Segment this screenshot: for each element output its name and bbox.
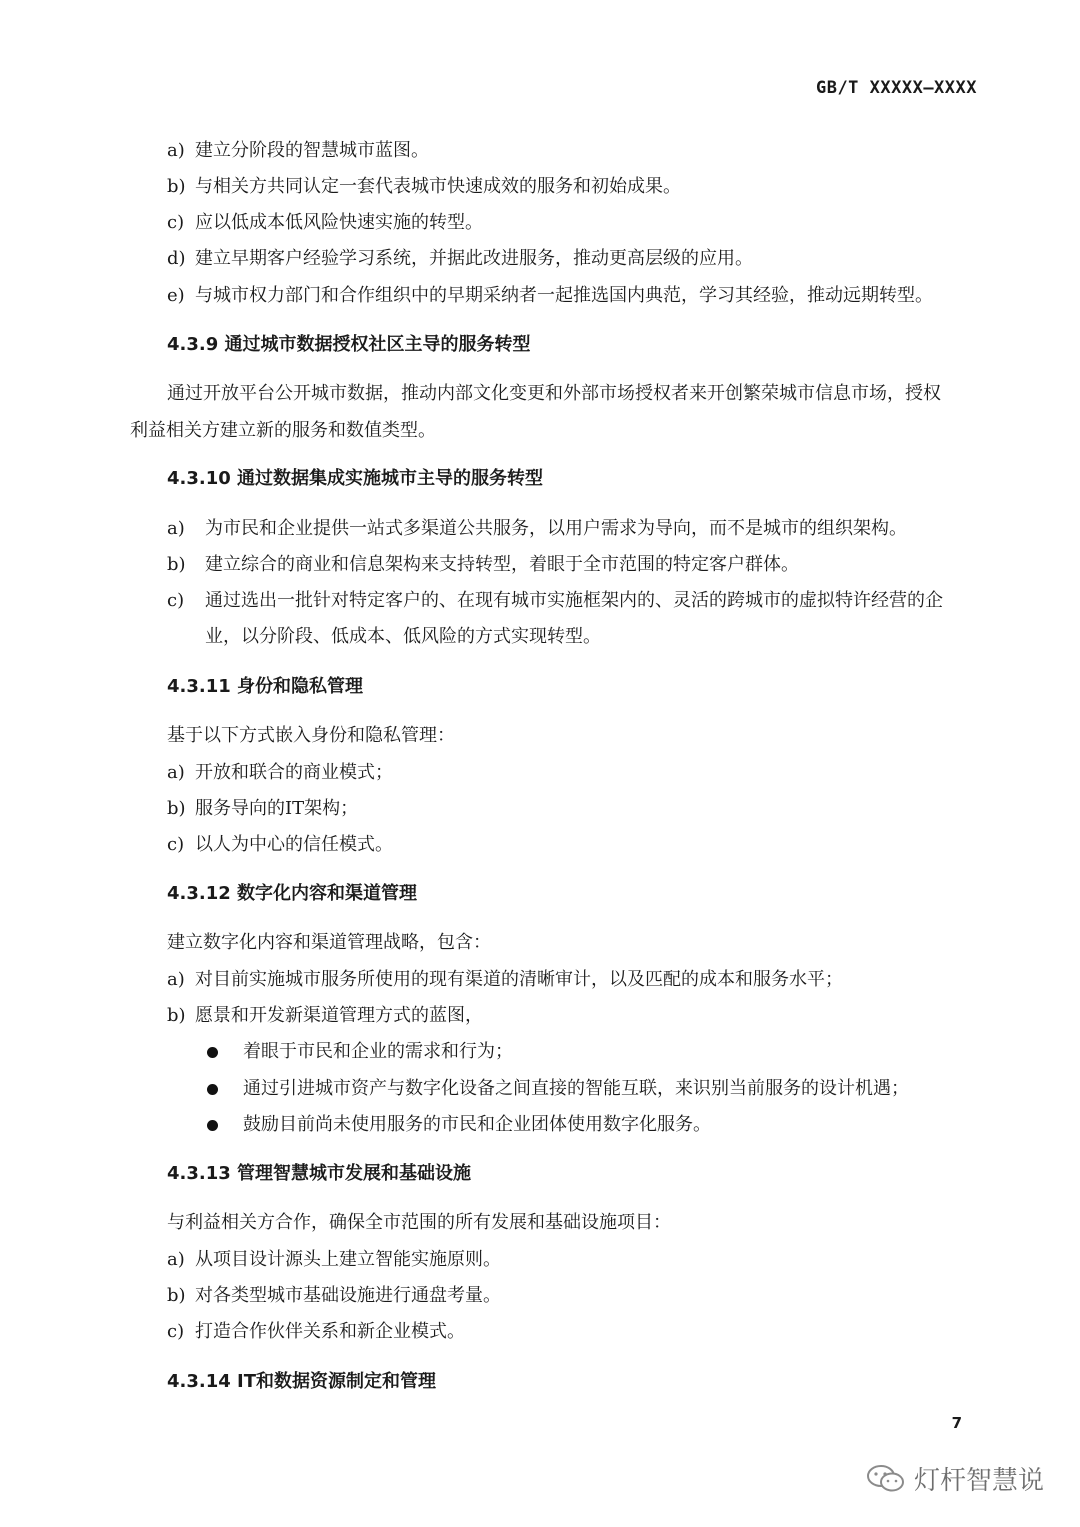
section-intro: 建立数字化内容和渠道管理战略，包含： xyxy=(167,932,491,953)
list-item xyxy=(167,139,429,163)
list-label: a) xyxy=(167,140,185,161)
list-label: a) xyxy=(167,518,185,539)
list-text: 应以低成本低风险快速实施的转型。 xyxy=(195,212,483,233)
list-text: 建立早期客户经验学习系统，并据此改进服务，推动更高层级的应用。 xyxy=(195,248,753,269)
section-heading-4-3-13: 4.3.13 管理智慧城市发展和基础设施 xyxy=(167,1163,472,1184)
list-item xyxy=(167,1004,483,1028)
section-intro: 与利益相关方合作，确保全市范围的所有发展和基础设施项目： xyxy=(167,1212,671,1233)
list-label: c) xyxy=(167,590,185,611)
list-item xyxy=(167,589,943,613)
list-text: 愿景和开发新渠道管理方式的蓝图， xyxy=(195,1005,483,1026)
section-heading-4-3-11: 4.3.11 身份和隐私管理 xyxy=(167,676,364,697)
list-item xyxy=(167,211,483,235)
list-text: 为市民和企业提供一站式多渠道公共服务，以用户需求为导向，而不是城市的组织架构。 xyxy=(205,518,907,539)
watermark xyxy=(866,1460,1044,1497)
list-label: e) xyxy=(167,285,185,306)
list-item xyxy=(167,1248,501,1272)
list-label: b) xyxy=(167,1285,186,1306)
list-label: b) xyxy=(167,554,186,575)
bullet-icon xyxy=(207,1084,218,1095)
bullet-item: 着眼于市民和企业的需求和行为； xyxy=(243,1041,513,1062)
list-text: 打造合作伙伴关系和新企业模式。 xyxy=(195,1321,465,1342)
list-label: a) xyxy=(167,762,185,783)
watermark-text: 灯杆智慧说 xyxy=(913,1466,1044,1496)
list-item xyxy=(167,833,393,857)
section-heading-4-3-9: 4.3.9 通过城市数据授权社区主导的服务转型 xyxy=(167,334,531,355)
wechat-icon xyxy=(866,1463,906,1495)
list-text: 建立综合的商业和信息架构来支持转型，着眼于全市范围的特定客户群体。 xyxy=(205,554,799,575)
list-text: 对目前实施城市服务所使用的现有渠道的清晰审计，以及匹配的成本和服务水平； xyxy=(195,969,843,990)
section-heading-4-3-10: 4.3.10 通过数据集成实施城市主导的服务转型 xyxy=(167,468,544,489)
paragraph-line: 通过开放平台公开城市数据，推动内部文化变更和外部市场授权者来开创繁荣城市信息市场，授权 xyxy=(167,383,941,404)
document-code: GB/T XXXXX—XXXX xyxy=(815,78,977,98)
bullet-icon xyxy=(207,1120,218,1131)
bullet-item: 通过引进城市资产与数字化设备之间直接的智能互联，来识别当前服务的设计机遇； xyxy=(243,1078,909,1099)
list-item xyxy=(167,797,358,821)
list-item xyxy=(167,175,681,199)
list-text: 对各类型城市基础设施进行通盘考量。 xyxy=(195,1285,501,1306)
list-label: a) xyxy=(167,969,185,990)
section-heading-4-3-14: 4.3.14 IT和数据资源制定和管理 xyxy=(167,1371,437,1392)
list-label: c) xyxy=(167,834,185,855)
section-intro: 基于以下方式嵌入身份和隐私管理： xyxy=(167,725,455,746)
list-label: d) xyxy=(167,248,186,269)
list-item xyxy=(167,1320,465,1344)
list-item xyxy=(167,1284,501,1308)
list-label: a) xyxy=(167,1249,185,1270)
list-item-continuation: 业，以分阶段、低成本、低风险的方式实现转型。 xyxy=(205,626,601,647)
bullet-icon xyxy=(207,1047,218,1058)
page-number: 7 xyxy=(951,1414,962,1432)
list-label: b) xyxy=(167,1005,186,1026)
list-text: 从项目设计源头上建立智能实施原则。 xyxy=(195,1249,501,1270)
list-item xyxy=(167,968,843,992)
list-item xyxy=(167,553,799,577)
list-label: b) xyxy=(167,176,186,197)
list-text: 以人为中心的信任模式。 xyxy=(195,834,393,855)
list-text: 与相关方共同认定一套代表城市快速成效的服务和初始成果。 xyxy=(195,176,681,197)
list-text: 通过选出一批针对特定客户的、在现有城市实施框架内的、灵活的跨城市的虚拟特许经营的企 xyxy=(205,590,943,611)
list-item xyxy=(167,761,393,785)
list-text: 建立分阶段的智慧城市蓝图。 xyxy=(195,140,429,161)
list-text: 与城市权力部门和合作组织中的早期采纳者一起推选国内典范，学习其经验，推动远期转型。 xyxy=(195,285,933,306)
list-text: 服务导向的IT架构； xyxy=(195,798,359,819)
list-label: b) xyxy=(167,798,186,819)
list-item xyxy=(167,247,753,271)
list-item xyxy=(167,284,933,308)
list-label: c) xyxy=(167,212,185,233)
list-label: c) xyxy=(167,1321,185,1342)
paragraph-line: 利益相关方建立新的服务和数值类型。 xyxy=(130,420,436,441)
section-heading-4-3-12: 4.3.12 数字化内容和渠道管理 xyxy=(167,883,418,904)
list-item xyxy=(167,517,907,541)
list-text: 开放和联合的商业模式； xyxy=(195,762,393,783)
bullet-item: 鼓励目前尚未使用服务的市民和企业团体使用数字化服务。 xyxy=(243,1114,711,1135)
